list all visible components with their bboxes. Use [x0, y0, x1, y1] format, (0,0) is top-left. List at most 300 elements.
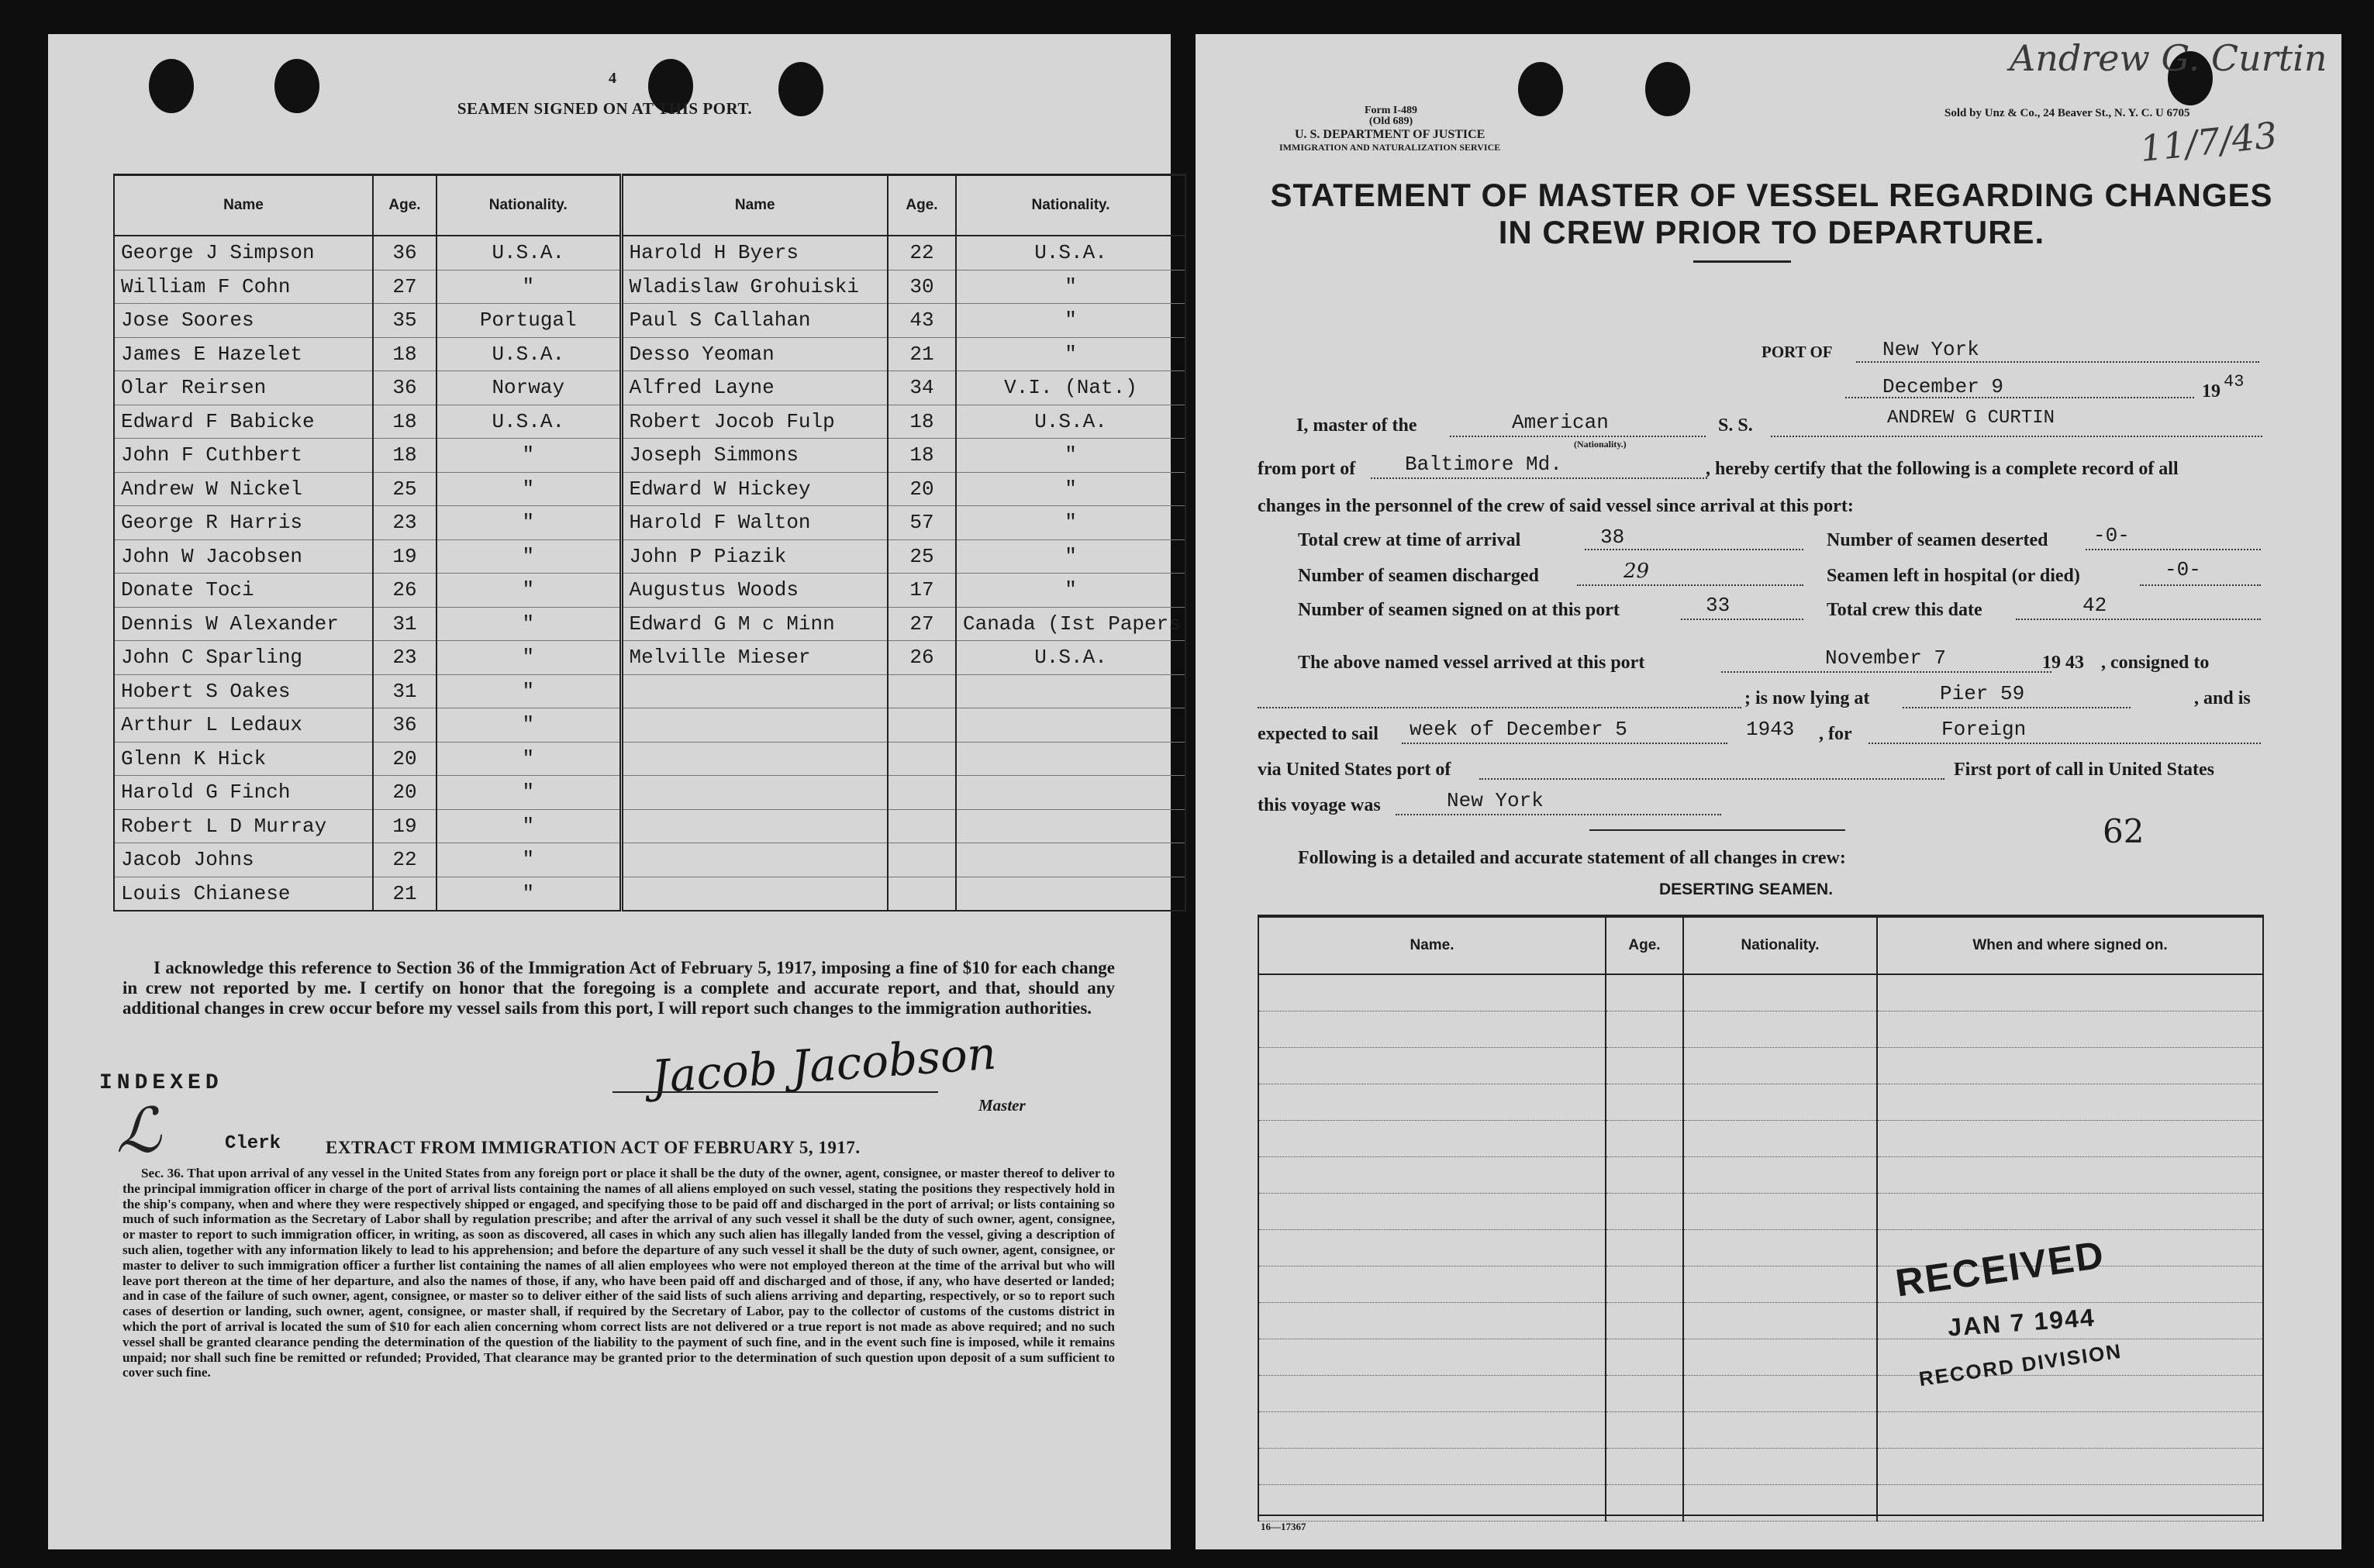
seaman-age: 31: [373, 607, 436, 641]
port-label: PORT OF: [1762, 343, 1833, 361]
seaman-nationality: Canada (Ist Papers: [956, 607, 1185, 641]
deserting-table-row: [1258, 1121, 2263, 1157]
seaman-name: Hobert S Oakes: [114, 674, 373, 708]
table-row: [114, 877, 1185, 911]
seaman-nationality: Norway: [436, 371, 621, 405]
lying-label: ; is now lying at: [1744, 688, 1870, 708]
title-rule: [1693, 260, 1791, 263]
total-crew-arrival-line: [1585, 549, 1803, 550]
seaman-name: Louis Chianese: [114, 877, 373, 911]
signature-line: [612, 1091, 938, 1093]
seaman-nationality: ": [956, 574, 1185, 608]
seaman-nationality: ": [436, 539, 621, 574]
table-row: [114, 674, 1185, 708]
seaman-name: Harold G Finch: [114, 776, 373, 810]
hospital-label: Seamen left in hospital (or died): [1827, 566, 2080, 586]
extract-heading: EXTRACT FROM IMMIGRATION ACT OF FEBRUARY 5, 1917.: [326, 1138, 861, 1157]
deserting-cell: [1606, 1376, 1683, 1412]
seaman-age: 36: [373, 371, 436, 405]
nationality-value: American: [1512, 411, 1609, 434]
seaman-nationality: [956, 809, 1185, 843]
sail-date-line: [1402, 743, 1727, 744]
seaman-name: [621, 877, 888, 911]
master-of-label: I, master of the: [1296, 415, 1417, 436]
deserting-heading: DESERTING SEAMEN.: [1659, 880, 1834, 898]
seaman-age: [888, 742, 956, 776]
deserting-cell: [1683, 1449, 1877, 1485]
deserting-table-body: [1258, 974, 2263, 1521]
deserting-cell: [1683, 1339, 1877, 1376]
seaman-name: John C Sparling: [114, 641, 373, 675]
seaman-nationality: U.S.A.: [436, 405, 621, 439]
deserting-cell: [1258, 1121, 1606, 1157]
handwritten-date: 11/7/43: [2138, 113, 2279, 171]
arrived-date: November 7: [1825, 646, 1947, 670]
deserting-table-row: [1258, 1303, 2263, 1339]
deserting-cell: [1683, 1230, 1877, 1266]
seaman-name: Jacob Johns: [114, 843, 373, 877]
deserting-table-row: [1258, 1449, 2263, 1485]
clerk-stamp: Clerk: [225, 1133, 281, 1154]
expected-label: expected to sail: [1258, 724, 1379, 744]
seaman-name: Arthur L Ledaux: [114, 708, 373, 743]
table-row: [114, 574, 1185, 608]
seaman-nationality: ": [436, 674, 621, 708]
total-crew-arrival-label: Total crew at time of arrival: [1298, 530, 1521, 550]
via-line: [1479, 778, 1944, 780]
col-header-name: Name: [114, 175, 373, 236]
bottom-rule: [1258, 1515, 2262, 1516]
seaman-nationality: ": [436, 574, 621, 608]
year-value: 43: [2224, 372, 2245, 391]
seaman-age: [888, 708, 956, 743]
form-number: [1365, 105, 1417, 127]
master-signature: Jacob Jacobson: [650, 1026, 999, 1104]
seaman-name: Desso Yeoman: [621, 337, 888, 371]
seaman-name: Robert L D Murray: [114, 809, 373, 843]
seaman-nationality: ": [956, 506, 1185, 540]
deserting-cell: [1258, 1376, 1606, 1412]
via-label: via United States port of: [1258, 760, 1451, 780]
deserting-cell: [1877, 1084, 2263, 1121]
deserting-cell: [1258, 1412, 1606, 1449]
seaman-nationality: ": [436, 506, 621, 540]
seaman-name: Wladislaw Grohuiski: [621, 270, 888, 304]
seaman-name: Andrew W Nickel: [114, 472, 373, 506]
year-prefix: 19: [2202, 381, 2220, 401]
footer-code: 16—17367: [1261, 1521, 1306, 1532]
table-row: [114, 337, 1185, 371]
department-title: [1279, 129, 1500, 153]
voyage-label: this voyage was: [1258, 795, 1381, 815]
seaman-name: Harold H Byers: [621, 236, 888, 270]
seaman-age: 31: [373, 674, 436, 708]
deserting-cell: [1258, 1048, 1606, 1084]
seaman-nationality: ": [436, 270, 621, 304]
signed-on-label: Number of seamen signed on at this port: [1298, 600, 1620, 620]
seaman-nationality: U.S.A.: [436, 236, 621, 270]
seaman-nationality: [956, 843, 1185, 877]
deserting-cell: [1683, 1011, 1877, 1048]
seaman-age: 57: [888, 506, 956, 540]
seaman-age: 21: [373, 877, 436, 911]
seaman-name: [621, 843, 888, 877]
seaman-age: 20: [888, 472, 956, 506]
acknowledgment-text: I acknowledge this reference to Section 36 of the Immigration Act of February 5, 1917, imposing a fine of $10 for each change in crew not reported by me. I certify on honor that the foregoing is a complete and accurate report, and that, should any additional changes in crew occur before my vessel sails from this port, I will report such changes to the immigration authorities.: [122, 958, 1115, 1018]
deserting-cell: [1877, 1449, 2263, 1485]
deserting-cell: [1683, 1048, 1877, 1084]
deserting-cell: [1606, 1449, 1683, 1485]
department-name: U. S. DEPARTMENT OF JUSTICE: [1294, 128, 1485, 141]
seaman-age: 21: [888, 337, 956, 371]
deserting-cell: [1606, 1011, 1683, 1048]
lying-line: [1903, 707, 2131, 708]
statement-title: [1250, 177, 2293, 251]
seaman-name: Jose Soores: [114, 304, 373, 338]
seaman-name: Edward W Hickey: [621, 472, 888, 506]
deserting-cell: [1683, 1303, 1877, 1339]
seaman-nationality: ": [956, 304, 1185, 338]
deserting-cell: [1683, 1376, 1877, 1412]
seaman-age: 18: [373, 337, 436, 371]
seaman-age: 18: [373, 439, 436, 473]
seaman-name: Edward F Babicke: [114, 405, 373, 439]
col-header-age: Age.: [373, 175, 436, 236]
from-port-line: [1371, 477, 1707, 479]
col-header-nationality: Nationality.: [956, 175, 1185, 236]
seaman-age: [888, 776, 956, 810]
binder-hole: [149, 59, 194, 113]
seaman-name: Robert Jocob Fulp: [621, 405, 888, 439]
seaman-nationality: ": [956, 539, 1185, 574]
sail-date: week of December 5: [1410, 718, 1627, 741]
deserting-cell: [1683, 974, 1877, 1011]
seaman-nationality: U.S.A.: [956, 236, 1185, 270]
deserting-cell: [1683, 1412, 1877, 1449]
total-crew-date-line: [2016, 619, 2261, 620]
seaman-name: Melville Mieser: [621, 641, 888, 675]
seaman-name: Glenn K Hick: [114, 742, 373, 776]
deserting-cell: [1683, 1194, 1877, 1230]
from-port-value: Baltimore Md.: [1405, 453, 1562, 476]
deserted-label: Number of seamen deserted: [1827, 530, 2048, 550]
nationality-line: [1450, 436, 1706, 437]
deserting-cell: [1877, 1194, 2263, 1230]
seaman-name: George J Simpson: [114, 236, 373, 270]
voyage-port: New York: [1447, 789, 1544, 812]
arrived-year: 19 43: [2042, 653, 2084, 673]
deserting-table-row: [1258, 974, 2263, 1011]
seller-text: Sold by Unz & Co., 24 Beaver St., N. Y. C. U 6705: [1944, 107, 2190, 119]
table-row: [114, 809, 1185, 843]
deserting-cell: [1877, 1412, 2263, 1449]
received-date-stamp: JAN 7 1944: [1946, 1303, 2096, 1342]
table-row: [114, 472, 1185, 506]
signed-on-line: [1681, 619, 1803, 620]
changes-text: changes in the personnel of the crew of said vessel since arrival at this port:: [1258, 496, 1854, 516]
seaman-nationality: ": [436, 439, 621, 473]
date-value: December 9: [1882, 375, 2004, 398]
seaman-age: 23: [373, 506, 436, 540]
binder-hole: [1645, 62, 1690, 116]
deserting-cell: [1877, 1121, 2263, 1157]
deserting-table-row: [1258, 1194, 2263, 1230]
sail-year: 1943: [1746, 718, 1795, 741]
seaman-age: 30: [888, 270, 956, 304]
seaman-age: [888, 809, 956, 843]
seaman-age: 18: [888, 439, 956, 473]
seaman-age: 17: [888, 574, 956, 608]
seaman-nationality: [956, 708, 1185, 743]
seaman-age: 19: [373, 539, 436, 574]
deserting-table-row: [1258, 1157, 2263, 1194]
seaman-age: 27: [888, 607, 956, 641]
consigned-line: [1258, 707, 1741, 708]
deserting-cell: [1606, 1048, 1683, 1084]
deserted-line: [2086, 549, 2261, 550]
seaman-nationality: ": [436, 641, 621, 675]
seaman-name: Donate Toci: [114, 574, 373, 608]
deserting-cell: [1258, 1449, 1606, 1485]
seamen-heading: SEAMEN SIGNED ON AT THIS PORT.: [457, 99, 753, 118]
seaman-name: [621, 708, 888, 743]
seaman-nationality: ": [956, 270, 1185, 304]
deserting-cell: [1606, 1230, 1683, 1266]
first-port-label: First port of call in United States: [1954, 760, 2214, 780]
seaman-nationality: ": [436, 472, 621, 506]
deserting-cell: [1606, 1303, 1683, 1339]
certify-text: , hereby certify that the following is a complete record of all: [1706, 459, 2179, 479]
vessel-line: [1771, 436, 2262, 437]
deserting-cell: [1258, 1266, 1606, 1303]
total-crew-arrival-value: 38: [1600, 526, 1625, 549]
seaman-name: Augustus Woods: [621, 574, 888, 608]
seaman-nationality: U.S.A.: [436, 337, 621, 371]
deserting-table-row: [1258, 1376, 2263, 1412]
deserting-cell: [1606, 1339, 1683, 1376]
seaman-nationality: [956, 742, 1185, 776]
voyage-line: [1396, 814, 1721, 815]
consigned-label: , consigned to: [2101, 653, 2210, 673]
seaman-name: William F Cohn: [114, 270, 373, 304]
seaman-nationality: [956, 877, 1185, 911]
deserting-cell: [1258, 1303, 1606, 1339]
seaman-nationality: ": [956, 472, 1185, 506]
seaman-age: 43: [888, 304, 956, 338]
col-header-age: Age.: [888, 175, 956, 236]
seaman-name: Alfred Layne: [621, 371, 888, 405]
following-text: Following is a detailed and accurate statement of all changes in crew:: [1298, 848, 1846, 868]
clerk-initials-mark: ℒ: [116, 1094, 161, 1167]
destination-line: [1868, 743, 2261, 744]
deserting-cell: [1606, 1412, 1683, 1449]
vessel-name: ANDREW G CURTIN: [1887, 408, 2055, 429]
table-row: [114, 371, 1185, 405]
seaman-name: John F Cuthbert: [114, 439, 373, 473]
title-line-1: STATEMENT OF MASTER OF VESSEL REGARDING CHANGES: [1270, 177, 2273, 213]
seaman-age: 22: [373, 843, 436, 877]
seaman-name: Harold F Walton: [621, 506, 888, 540]
deserting-col-nationality: Nationality.: [1683, 916, 1877, 974]
seaman-age: [888, 674, 956, 708]
deserting-cell: [1258, 974, 1606, 1011]
seaman-nationality: ": [956, 439, 1185, 473]
seaman-age: [888, 877, 956, 911]
deserting-cell: [1606, 1266, 1683, 1303]
seaman-age: 18: [888, 405, 956, 439]
col-header-name: Name: [621, 175, 888, 236]
deserting-table-row: [1258, 1048, 2263, 1084]
arrived-line: [1721, 671, 2051, 673]
deserting-cell: [1877, 1048, 2263, 1084]
extract-text: Sec. 36. That upon arrival of any vessel in the United States from any foreign port or place it shall be the duty of the owner, agent, consignee, or master thereof to deliver to the principal immigration officer in charge of the port of arrival lists containing the names of all aliens employed on such vessel, stating the positions they respectively hold in the ship's company, when and where they were respectively shipped or engaged, and specifying those to be paid off and discharged in the port of arrival; or lists containing so much of such information as the Secretary of Labor shall by regulation prescribe; and after the arrival of any such vessel it shall be the duty of such owner, agent, consignee, or master to report to such immigration officer, in writing, as soon as discovered, all cases in which any such alien has illegally landed from the vessel, giving a description of such alien, together with any information likely to lead to his apprehension; and before the departure of any such vessel it shall be the duty of such owner, agent, consignee, or master to deliver to such immigration officer a further list containing the names of all alien employees who were not employed thereon at the time of the arrival but who will leave port thereon at the time of her departure, and also the names of those, if any, who have been paid off and discharged and of those, if any, who have deserted or landed; and in case of the failure of such owner, agent, consignee, or master so to deliver either of the said lists of such aliens arriving and departing, respectively, or so to report such cases of desertion or landing, such owner, agent, consignee, or master shall, if required by the Secretary of Labor, pay to the collector of customs of the customs district in which the port of arrival is located the sum of $10 for each alien concerning whom correct lists are not delivered or a true report is not made as above required; and no such vessel shall be granted clearance pending the determination of the question of the liability to the payment of such fine, and in the event such fine is imposed, while it remains unpaid; nor shall such fine be remitted or refunded; Provided, That clearance may be granted prior to the determination of such question upon deposit of a sum sufficient to cover such fine.: [122, 1166, 1115, 1380]
seamen-signed-table: [113, 174, 1186, 912]
seaman-nationality: ": [436, 776, 621, 810]
discharged-value: 29: [1623, 560, 1650, 583]
deserting-col-name: Name.: [1258, 916, 1606, 974]
seaman-nationality: Portugal: [436, 304, 621, 338]
seaman-age: 26: [373, 574, 436, 608]
record-division-stamp: RECORD DIVISION: [1917, 1339, 2124, 1391]
deserting-cell: [1606, 1157, 1683, 1194]
deserting-cell: [1683, 1121, 1877, 1157]
deserted-value: -0-: [2093, 524, 2130, 547]
table-row: [114, 742, 1185, 776]
seaman-nationality: ": [956, 337, 1185, 371]
seaman-name: John P Piazik: [621, 539, 888, 574]
seaman-age: 23: [373, 641, 436, 675]
received-stamp: RECEIVED: [1893, 1232, 2108, 1305]
seaman-nationality: [956, 674, 1185, 708]
deserting-cell: [1258, 1339, 1606, 1376]
deserting-table-row: [1258, 1011, 2263, 1048]
deserting-cell: [1258, 1230, 1606, 1266]
and-is-text: , and is: [2194, 688, 2251, 708]
seaman-nationality: ": [436, 708, 621, 743]
seaman-name: Dennis W Alexander: [114, 607, 373, 641]
deserting-cell: [1877, 1157, 2263, 1194]
seaman-name: [621, 674, 888, 708]
indexed-stamp: INDEXED: [99, 1071, 223, 1095]
nationality-caption: (Nationality.): [1574, 439, 1627, 450]
deserting-table-row: [1258, 1084, 2263, 1121]
seamen-table-body: [114, 236, 1185, 911]
port-value: New York: [1882, 338, 1979, 361]
deserting-cell: [1258, 1011, 1606, 1048]
for-label: , for: [1819, 724, 1852, 744]
discharged-line: [1577, 584, 1803, 586]
page-number: 4: [609, 70, 616, 87]
deserting-cell: [1683, 1157, 1877, 1194]
handwritten-vessel-name: Andrew G. Curtin: [2010, 37, 2327, 79]
deserting-header-row: [1258, 916, 2263, 974]
deserting-table-row: [1258, 1230, 2263, 1266]
from-port-label: from port of: [1258, 459, 1356, 479]
deserting-col-signed-on: When and where signed on.: [1877, 916, 2263, 974]
number-62: 62: [2103, 812, 2145, 850]
deserting-col-age: Age.: [1606, 916, 1683, 974]
destination: Foreign: [1941, 718, 2027, 741]
seaman-age: 25: [888, 539, 956, 574]
seaman-nationality: [956, 776, 1185, 810]
deserting-seamen-table: [1258, 915, 2264, 1521]
form-old-text: (Old 689): [1368, 115, 1413, 127]
seaman-name: John W Jacobsen: [114, 539, 373, 574]
deserting-cell: [1683, 1266, 1877, 1303]
seaman-age: 22: [888, 236, 956, 270]
table-row: [114, 641, 1185, 675]
seaman-name: James E Hazelet: [114, 337, 373, 371]
deserting-cell: [1877, 1011, 2263, 1048]
seaman-nationality: ": [436, 742, 621, 776]
table-header-row: [114, 175, 1185, 236]
seaman-nationality: U.S.A.: [956, 641, 1185, 675]
seaman-age: 20: [373, 776, 436, 810]
seaman-name: George R Harris: [114, 506, 373, 540]
table-row: [114, 304, 1185, 338]
total-crew-date-label: Total crew this date: [1827, 600, 1982, 620]
seaman-age: 36: [373, 708, 436, 743]
seaman-name: Olar Reirsen: [114, 371, 373, 405]
port-line: [1856, 361, 2259, 363]
signed-on-value: 33: [1706, 594, 1730, 617]
seaman-name: Edward G M c Minn: [621, 607, 888, 641]
seaman-nationality: ": [436, 809, 621, 843]
deserting-cell: [1258, 1157, 1606, 1194]
seaman-age: [888, 843, 956, 877]
deserting-cell: [1877, 974, 2263, 1011]
seaman-age: 35: [373, 304, 436, 338]
seaman-nationality: ": [436, 877, 621, 911]
seaman-age: 26: [888, 641, 956, 675]
master-label: Master: [978, 1096, 1026, 1115]
seaman-age: 27: [373, 270, 436, 304]
deserting-cell: [1258, 1194, 1606, 1230]
lying-value: Pier 59: [1940, 682, 2025, 705]
seaman-age: 18: [373, 405, 436, 439]
table-row: [114, 607, 1185, 641]
table-row: [114, 776, 1185, 810]
deserting-table-row: [1258, 1266, 2263, 1303]
seaman-name: Paul S Callahan: [621, 304, 888, 338]
hospital-value: -0-: [2165, 558, 2201, 581]
form-number-text: Form I-489: [1365, 105, 1418, 116]
table-row: [114, 843, 1185, 877]
title-line-2: IN CREW PRIOR TO DEPARTURE.: [1498, 214, 2045, 250]
seaman-nationality: ": [436, 607, 621, 641]
seaman-age: 19: [373, 809, 436, 843]
seaman-nationality: U.S.A.: [956, 405, 1185, 439]
service-name: IMMIGRATION AND NATURALIZATION SERVICE: [1279, 142, 1501, 153]
deserting-cell: [1606, 974, 1683, 1011]
seaman-age: 20: [373, 742, 436, 776]
seaman-name: [621, 776, 888, 810]
table-row: [114, 270, 1185, 304]
deserting-cell: [1683, 1084, 1877, 1121]
hospital-line: [2140, 584, 2261, 586]
table-row: [114, 439, 1185, 473]
deserting-cell: [1258, 1084, 1606, 1121]
arrived-label: The above named vessel arrived at this port: [1298, 653, 1645, 673]
line-underline: [1589, 829, 1845, 831]
seaman-age: 34: [888, 371, 956, 405]
deserting-table-row: [1258, 1412, 2263, 1449]
seaman-age: 25: [373, 472, 436, 506]
total-crew-date-value: 42: [2082, 594, 2107, 617]
binder-hole: [1518, 62, 1563, 116]
table-row: [114, 539, 1185, 574]
table-row: [114, 708, 1185, 743]
